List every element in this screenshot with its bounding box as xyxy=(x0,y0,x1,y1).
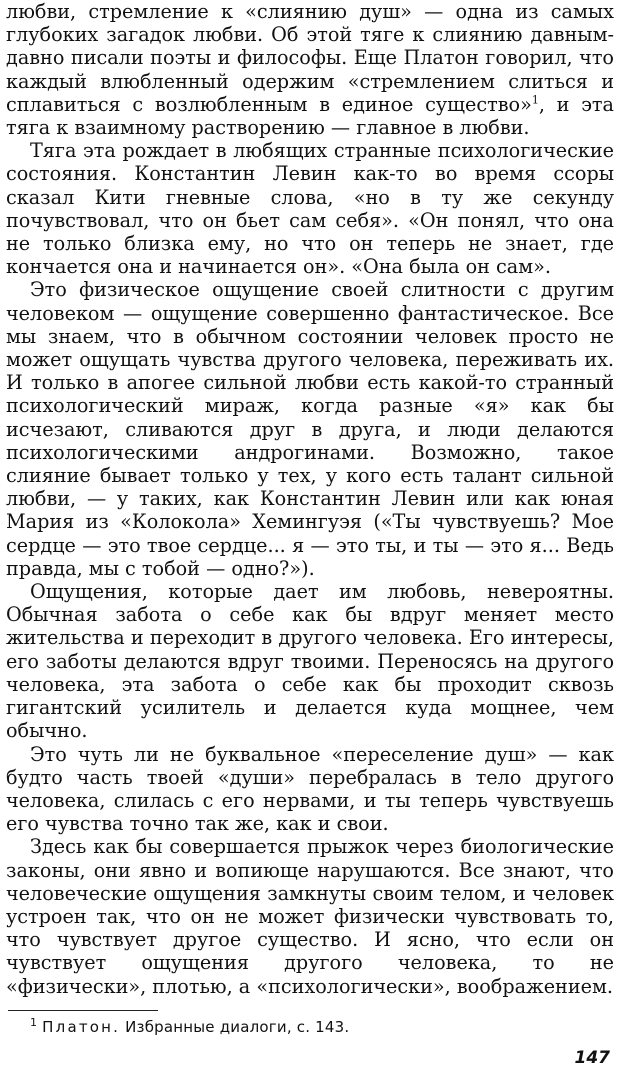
paragraph-1 xyxy=(6,0,614,139)
footnote-reference: 1 xyxy=(531,93,539,107)
footnote-number: 1 xyxy=(30,1016,38,1029)
paragraph-2: Тяга эта рождает в любящих странные психологические состояния. Константин Левин как-то во время ссоры сказал Кити гневные слова, «но в ту же секунду почувствовал, что он бьет сам себя». «Он понял, что она не только близка ему, но что он теперь не знает, где кончается она и начинается он». «Она была он сам». xyxy=(6,139,614,279)
paragraph-5: Это чуть ли не буквальное «переселение душ» — как будто часть твоей «души» перебралась в тело другого человека, слилась с его нервами, и ты теперь чувствуешь его чувства точно так же, как и свои. xyxy=(6,742,614,836)
body-text xyxy=(6,0,614,998)
paragraph-3: Это физическое ощущение своей слитности с другим человеком — ощущение совершенно фантастическое. Все мы знаем, что в обычном состоянии человек просто не может ощущать чувства другого человека, переживать их. И только в апогее сильной любви есть какой-то странный психологический мираж, когда разные «я» как бы исчезают, сливаются друг в друга, и люди делаются психологическими андрогинами. Возможно, такое слияние бывает только у тех, у кого есть талант сильной любви, — у таких, как Константин Левин или как юная Мария из «Колокола» Хемингуэя («Ты чувствуешь? Мое сердце — это твое сердце... я — это ты, и ты — это я... Ведь правда, мы с тобой — одно?»). xyxy=(6,278,614,580)
paragraph-4: Ощущения, которые дает им любовь, невероятны. Обычная забота о себе как бы вдруг меняет место жительства и переходит в другого человека. Его интересы, его заботы делаются вдруг твоими. Переносясь на другого человека, эта забота о себе как бы проходит сквозь гигантский усилитель и делается куда мощнее, чем обычно. xyxy=(6,580,614,743)
page-number: 147 xyxy=(574,1048,610,1068)
footnote-text: Избранные диалоги, с. 143. xyxy=(120,1018,350,1036)
footnote xyxy=(30,1018,349,1036)
paragraph-1-text-continued: , и эта тяга к взаимному растворению — главное в любви. xyxy=(6,92,614,140)
footnote-author: Платон. xyxy=(42,1018,121,1036)
footnote-divider xyxy=(8,1010,158,1011)
paragraph-1-text: любви, стремление к «слиянию душ» — одна из самых глубоких загадок любви. Об этой тяге к слиянию давным-давно писали поэты и философы. Еще Платон говорил, что каждый влюбленный одержим «стремлением слиться и сплавиться с возлюбленным в единое существо» xyxy=(6,0,614,116)
paragraph-6: Здесь как бы совершается прыжок через биологические законы, они явно и вопиюще нарушаются. Все знают, что человеческие ощущения замкнуты своим телом, и человек устроен так, что он не может физически чувствовать то, что чувствует другое существо. И ясно, что если он чувствует ощущения другого человека, то не «физически», плотью, а «психологически», воображением. xyxy=(6,835,614,998)
